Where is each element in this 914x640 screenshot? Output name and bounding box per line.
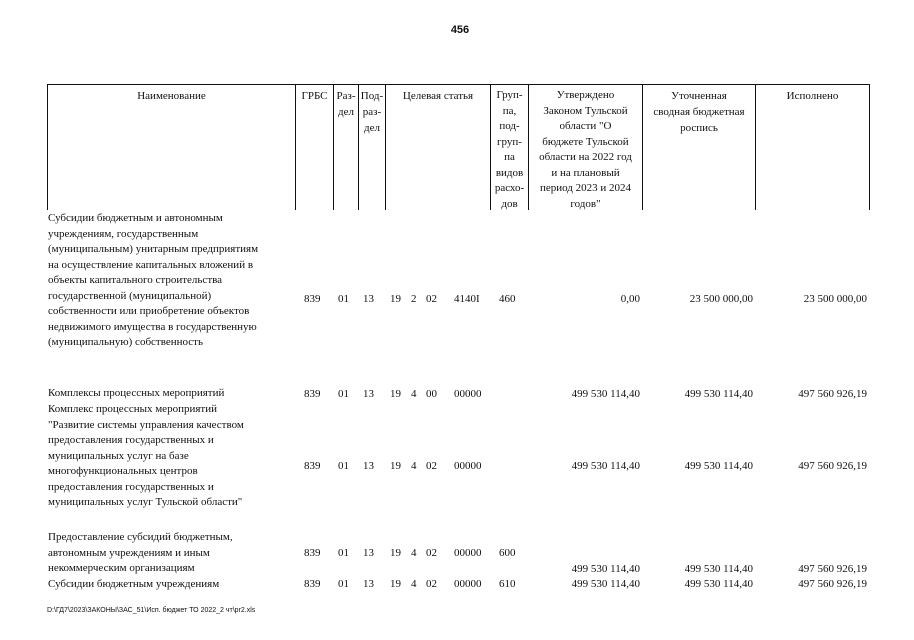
cell-razdel: 01	[338, 578, 349, 590]
cell-grbs: 839	[304, 388, 321, 400]
cell-target-1: 19	[390, 547, 401, 559]
cell-razdel: 01	[338, 293, 349, 305]
cell-target-1: 19	[390, 460, 401, 472]
cell-target-3: 00	[426, 388, 437, 400]
cell-approved: 499 530 114,40	[571, 563, 640, 575]
cell-podrazdel: 13	[363, 460, 374, 472]
cell-approved: 499 530 114,40	[571, 388, 640, 400]
cell-grbs: 839	[304, 578, 321, 590]
cell-target-3: 02	[426, 547, 437, 559]
cell-executed: 497 560 926,19	[798, 460, 867, 472]
file-path-footer: D:\ГД7\2023\ЗАКОНЫ\ЗАС_51\Исп. бюджет ТО 2022_2 чт\pr2.xls	[47, 607, 256, 614]
row-name: Комплекс процессных мероприятий "Развитие системы управления качеством предоставления государственных и муниципальных услуг на базе многофункциональных центров предоставления государственных и муниципальных услуг Тульской области"	[48, 403, 244, 508]
header-name: Наименование	[137, 90, 206, 102]
cell-group: 460	[499, 293, 516, 305]
cell-grbs: 839	[304, 460, 321, 472]
cell-target-2: 2	[411, 293, 417, 305]
table-top-border	[47, 84, 870, 85]
cell-group: 600	[499, 547, 516, 559]
cell-target-3: 02	[426, 460, 437, 472]
cell-target-1: 19	[390, 388, 401, 400]
header-approved: Утверждено Законом Тульской области "О бюджете Тульской области на 2022 год и на плановый период 2023 и 2024 годов"	[539, 89, 632, 210]
cell-refined: 23 500 000,00	[689, 293, 753, 305]
cell-target-1: 19	[390, 293, 401, 305]
header-executed: Исполнено	[786, 90, 839, 102]
cell-podrazdel: 13	[363, 578, 374, 590]
cell-podrazdel: 13	[363, 388, 374, 400]
row-name: Субсидии бюджетным и автономным учреждениям, государственным (муниципальным) унитарным предприятиям на осуществление капитальных вложений в объекты капитального строительства государственной (муниципальной) собственности или приобретение объектов недвижимого имущества в государственную (муниципальную) собственность	[48, 212, 259, 348]
cell-approved: 499 530 114,40	[571, 460, 640, 472]
header-group: Груп- па, под- груп- па видов расхо- дов	[494, 89, 525, 210]
cell-approved: 499 530 114,40	[571, 578, 640, 590]
cell-target-4: 00000	[454, 460, 482, 472]
row-name: Предоставление субсидий бюджетным, автономным учреждениям и иным некоммерческим организациям	[48, 531, 233, 574]
cell-group: 610	[499, 578, 516, 590]
header-razdel: Раз- дел	[336, 90, 356, 118]
cell-target-4: 4140I	[454, 293, 480, 305]
cell-grbs: 839	[304, 547, 321, 559]
cell-target-2: 4	[411, 547, 417, 559]
cell-refined: 499 530 114,40	[684, 460, 753, 472]
cell-executed: 497 560 926,19	[798, 578, 867, 590]
cell-razdel: 01	[338, 460, 349, 472]
col-divider	[869, 84, 870, 210]
page-number: 456	[450, 24, 470, 36]
header-podrazdel: Под- раз- дел	[360, 90, 384, 134]
cell-refined: 499 530 114,40	[684, 388, 753, 400]
cell-executed: 497 560 926,19	[798, 563, 867, 575]
cell-target-2: 4	[411, 578, 417, 590]
cell-podrazdel: 13	[363, 293, 374, 305]
cell-target-4: 00000	[454, 547, 482, 559]
cell-target-3: 02	[426, 293, 437, 305]
row-name: Субсидии бюджетным учреждениям	[48, 578, 220, 590]
cell-target-2: 4	[411, 460, 417, 472]
cell-grbs: 839	[304, 293, 321, 305]
cell-executed: 23 500 000,00	[803, 293, 867, 305]
header-target-article: Целевая статья	[402, 90, 474, 102]
cell-target-1: 19	[390, 578, 401, 590]
cell-target-2: 4	[411, 388, 417, 400]
cell-refined: 499 530 114,40	[684, 563, 753, 575]
cell-approved: 0,00	[620, 293, 640, 305]
cell-razdel: 01	[338, 388, 349, 400]
header-grbs: ГРБС	[301, 90, 328, 102]
header-refined: Уточненная сводная бюджетная роспись	[653, 90, 745, 134]
cell-target-4: 00000	[454, 388, 482, 400]
cell-podrazdel: 13	[363, 547, 374, 559]
cell-razdel: 01	[338, 547, 349, 559]
cell-target-3: 02	[426, 578, 437, 590]
cell-target-4: 00000	[454, 578, 482, 590]
row-name: Комплексы процессных мероприятий	[48, 387, 225, 399]
cell-executed: 497 560 926,19	[798, 388, 867, 400]
cell-refined: 499 530 114,40	[684, 578, 753, 590]
